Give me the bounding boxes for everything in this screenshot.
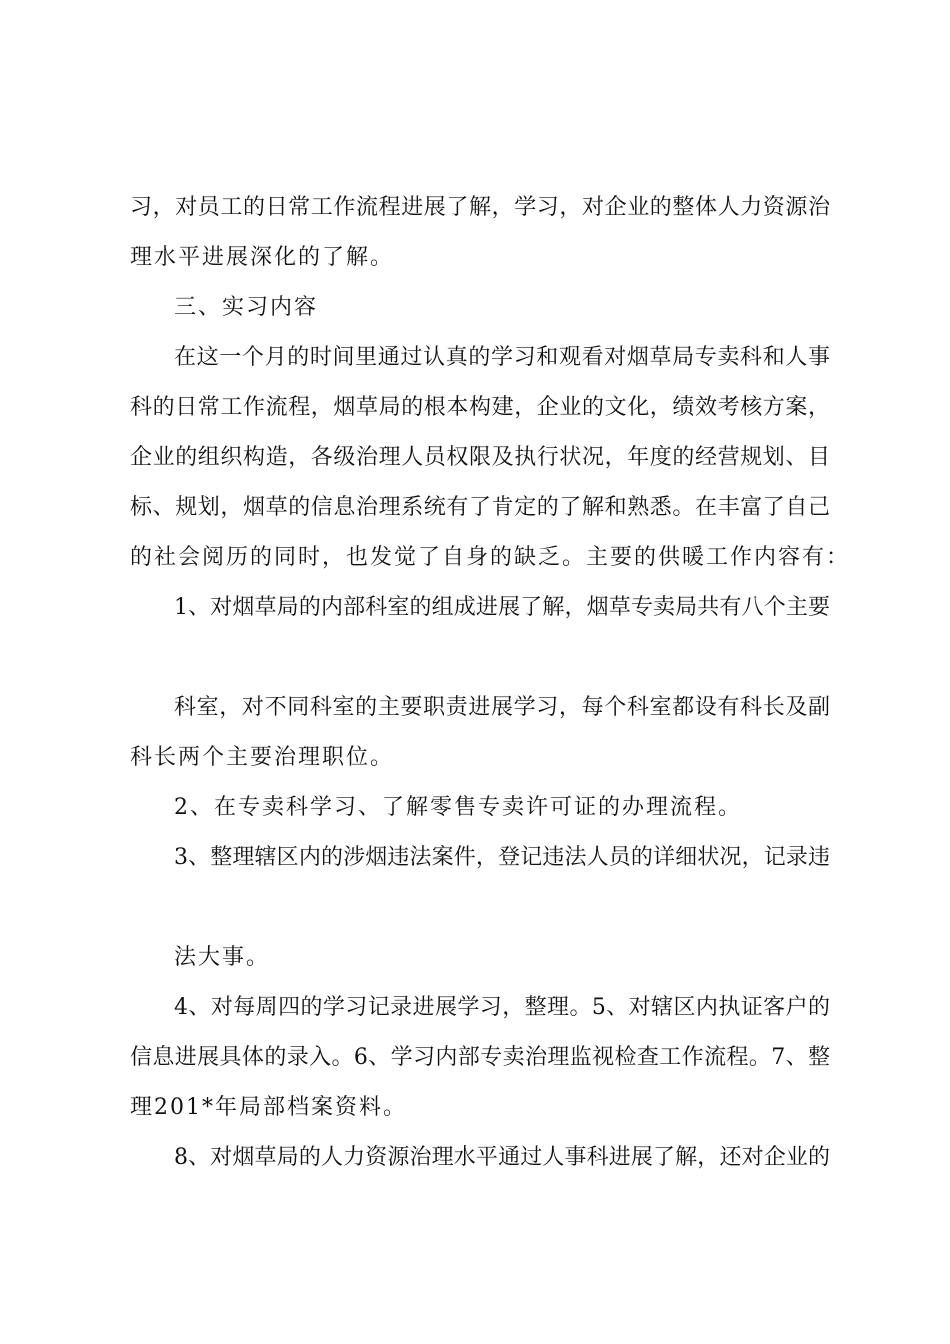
- list-item-line: 4、对每周四的学习记录进展学习，整理。5、对辖区内执证客户的: [174, 995, 830, 1020]
- list-item-line: 3、整理辖区内的涉烟违法案件，登记违法人员的详细状况，记录违: [174, 845, 830, 870]
- paragraph-line: 标、规划，烟草的信息治理系统有了肯定的了解和熟悉。在丰富了自己: [130, 495, 830, 520]
- section-heading: 三、实习内容: [174, 295, 319, 320]
- paragraph-line: 企业的组织构造，各级治理人员权限及执行状况，年度的经营规划、目: [130, 445, 830, 470]
- list-item-line: 2、在专卖科学习、了解零售专卖许可证的办理流程。: [174, 795, 742, 820]
- list-item-line: 信息进展具体的录入。6、学习内部专卖治理监视检查工作流程。7、整: [130, 1045, 830, 1070]
- paragraph-line: 的社会阅历的同时，也发觉了自身的缺乏。主要的供暖工作内容有：: [130, 545, 851, 570]
- list-item-line: 8、对烟草局的人力资源治理水平通过人事科进展了解，还对企业的: [174, 1145, 830, 1170]
- list-item-line: 1、对烟草局的内部科室的组成进展了解，烟草专卖局共有八个主要: [174, 595, 830, 620]
- list-item-line: 法大事。: [174, 945, 271, 970]
- list-item-line: 科长两个主要治理职位。: [130, 745, 395, 770]
- paragraph-line: 在这一个月的时间里通过认真的学习和观看对烟草局专卖科和人事: [174, 345, 830, 370]
- paragraph-line: 习，对员工的日常工作流程进展了解，学习，对企业的整体人力资源治: [130, 195, 830, 220]
- list-item-line: 科室，对不同科室的主要职责进展学习，每个科室都设有科长及副: [174, 695, 830, 720]
- list-item-line: 理201*年局部档案资料。: [130, 1095, 407, 1120]
- paragraph-line: 理水平进展深化的了解。: [130, 245, 395, 270]
- paragraph-line: 科的日常工作流程，烟草局的根本构建，企业的文化，绩效考核方案，: [130, 395, 830, 420]
